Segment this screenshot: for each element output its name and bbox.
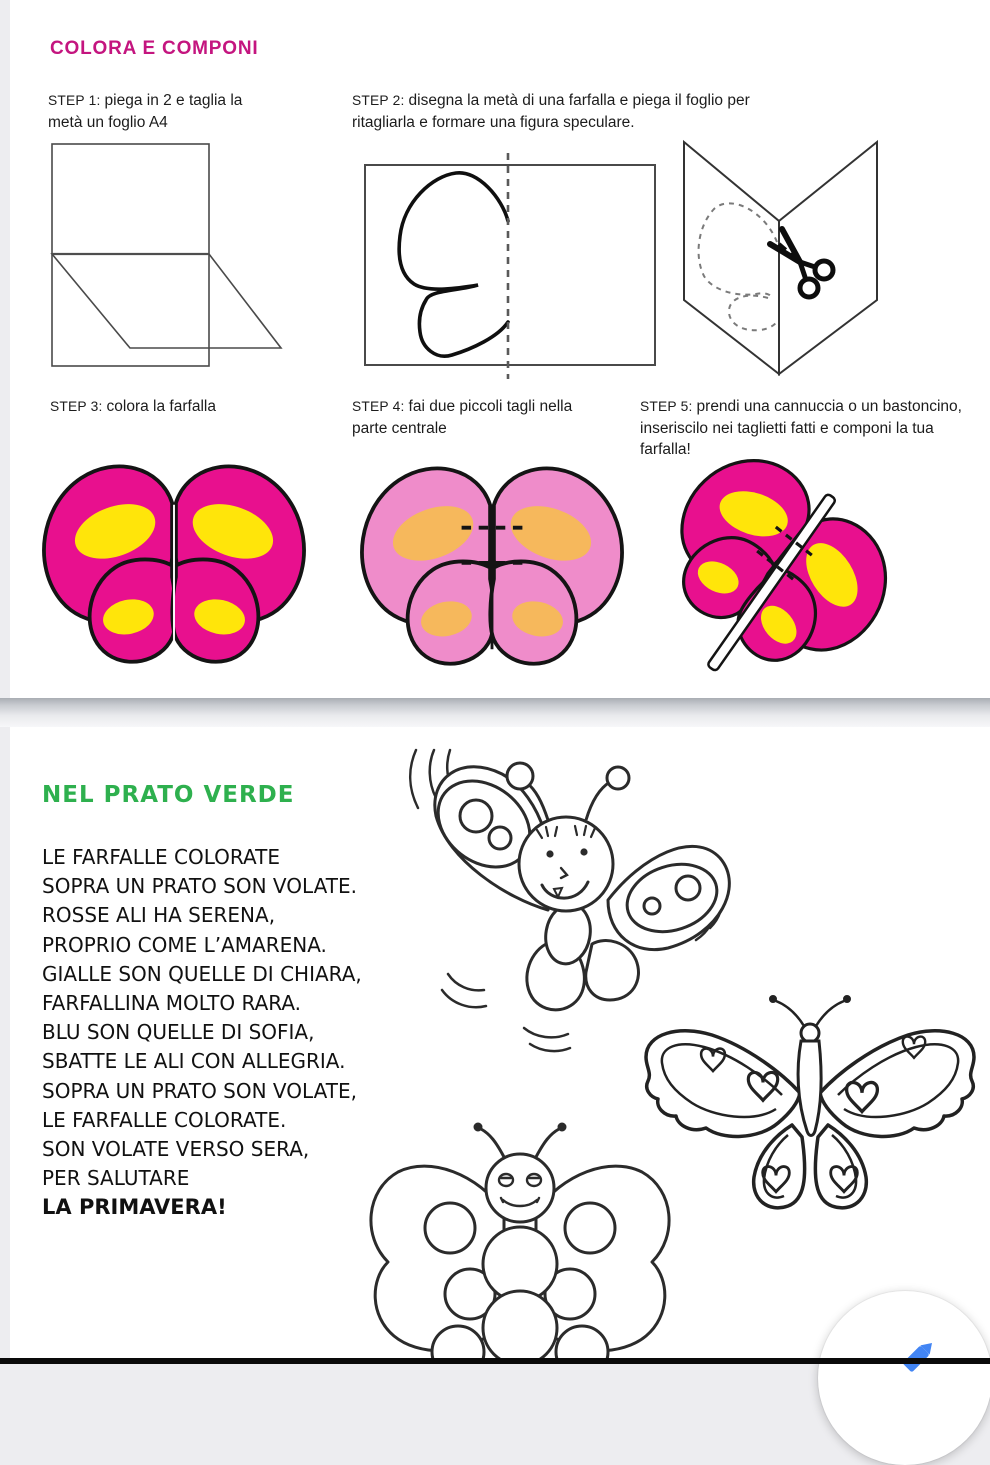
step-3-label: STEP 3:: [50, 399, 103, 414]
step-5-label: STEP 5:: [640, 399, 693, 414]
poem-line: BLU SON QUELLE DI SOFIA,: [42, 1020, 315, 1045]
step-2-text: disegna la metà di una farfalla e piega il foglio per ritagliarla e formare una figura speculare.: [352, 92, 750, 131]
edit-pencil-icon: [896, 1335, 940, 1379]
step-1-caption: [48, 90, 266, 133]
step2-cut-diagram: [674, 134, 899, 389]
step-2-caption: [352, 90, 812, 133]
step-4-text: fai due piccoli tagli nella parte centrale: [352, 398, 573, 437]
step2-half-butterfly-diagram: [350, 148, 660, 383]
page-separator: [0, 698, 990, 727]
poem-line: SBATTE LE ALI CON ALLEGRIA.: [42, 1049, 346, 1074]
poem-line: FARFALLINA MOLTO RARA.: [42, 991, 302, 1016]
poem-line: ROSSE ALI HA SERENA,: [42, 903, 276, 928]
poem-title: NEL PRATO VERDE: [42, 782, 295, 808]
step-4-caption: [352, 396, 584, 439]
page-title: COLORA E COMPONI: [50, 38, 259, 59]
poem-line: SOPRA UN PRATO SON VOLATE,: [42, 1078, 357, 1103]
bottom-butterfly-illustration: [354, 1116, 686, 1364]
poem-line-final: LA PRIMAVERA!: [42, 1195, 227, 1220]
poem-line: GIALLE SON QUELLE DI CHIARA,: [42, 961, 362, 986]
step3-colored-butterfly: [28, 444, 320, 672]
step-1-label: STEP 1:: [48, 93, 101, 108]
step-4-label: STEP 4:: [352, 399, 405, 414]
bottom-bar: [0, 1358, 990, 1364]
step-5-text: prendi una cannuccia o un bastoncino, inseriscilo nei taglietti fatti e componi la tua farfalla!: [640, 398, 962, 459]
fab-edit-button[interactable]: [818, 1291, 990, 1465]
step-2-label: STEP 2:: [352, 93, 405, 108]
poem-line: SOPRA UN PRATO SON VOLATE.: [42, 874, 357, 899]
step-1-text: piega in 2 e taglia la metà un foglio A4: [48, 92, 243, 131]
worksheet-page-1: [10, 0, 990, 698]
step-3-text: colora la farfalla: [106, 398, 216, 415]
poem: [42, 843, 362, 1223]
poem-line: LE FARFALLE COLORATE.: [42, 1107, 287, 1132]
step4-butterfly-with-cuts: [342, 446, 642, 674]
step5-butterfly-on-straw: [648, 450, 988, 705]
step-3-caption: [50, 396, 330, 418]
poem-line: PROPRIO COME L’AMARENA.: [42, 932, 327, 957]
poem-line: PER SALUTARE: [42, 1166, 190, 1191]
poem-line: LE FARFALLE COLORATE: [42, 845, 280, 869]
step1-fold-diagram: [38, 136, 290, 374]
poem-line: SON VOLATE VERSO SERA,: [42, 1137, 310, 1162]
